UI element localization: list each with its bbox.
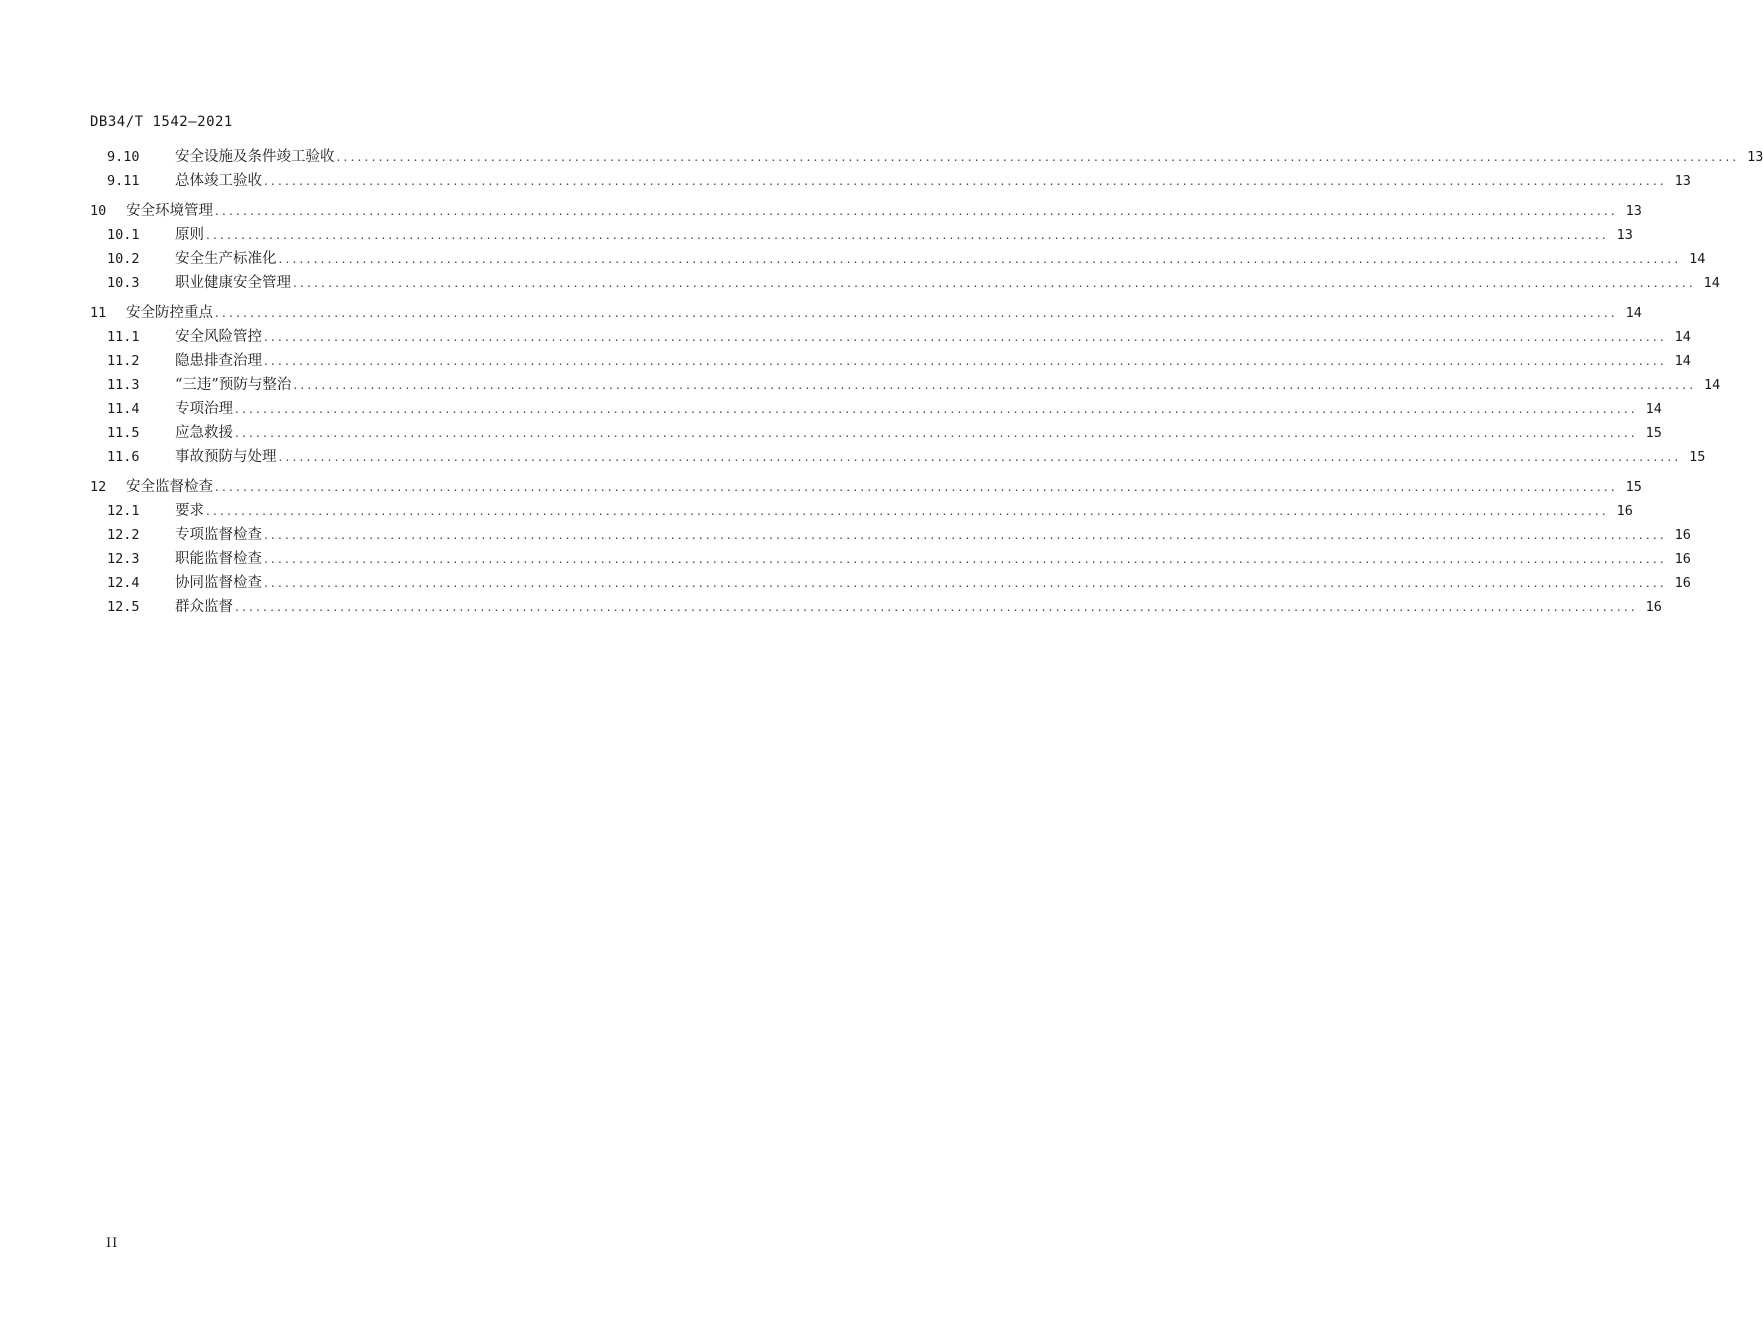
toc-entry-number: 10.2 <box>107 251 140 267</box>
toc-entry-page: 13 <box>1625 203 1642 219</box>
toc-entry-title: 职业健康安全管理 <box>175 275 291 291</box>
toc-section-entry[interactable] <box>90 499 1633 523</box>
toc-entry-number: 12.2 <box>107 527 140 543</box>
toc-section-entry[interactable] <box>90 145 1763 169</box>
toc-entry-page: 13 <box>1674 173 1691 189</box>
toc-leader-dots: ........................................................................................................................................................................................................ <box>235 402 1638 416</box>
toc-section-entry[interactable] <box>90 397 1662 421</box>
toc-entry-number: 11.5 <box>107 425 140 441</box>
toc-entry-number: 11.2 <box>107 353 140 369</box>
toc-entry-page: 13 <box>1616 227 1633 243</box>
toc-section-entry[interactable] <box>90 373 1721 397</box>
toc-entry-page: 16 <box>1674 527 1691 543</box>
toc-leader-dots: ........................................................................................................................................................................................................ <box>235 426 1638 440</box>
toc-leader-dots: ........................................................................................................................................................................................................ <box>278 252 1682 266</box>
toc-entry-page: 15 <box>1645 425 1662 441</box>
toc-entry-page: 14 <box>1625 305 1642 321</box>
toc-entry-number: 11 <box>90 305 107 321</box>
toc-entry-number: 12 <box>90 479 107 495</box>
toc-entry-title: 专项监督检查 <box>175 527 262 543</box>
toc-leader-dots: ........................................................................................................................................................................................................ <box>293 378 1697 392</box>
toc-entry-title: 要求 <box>175 503 204 519</box>
toc-leader-dots: ........................................................................................................................................................................................................ <box>215 480 1618 494</box>
toc-entry-title: 安全风险管控 <box>175 329 262 345</box>
toc-leader-dots: ........................................................................................................................................................................................................ <box>206 228 1609 242</box>
toc-entry-page: 14 <box>1703 377 1721 393</box>
toc-leader-dots: ........................................................................................................................................................................................................ <box>215 306 1618 320</box>
toc-leader-dots: ........................................................................................................................................................................................................ <box>206 504 1609 518</box>
toc-chapter-entry[interactable] <box>90 475 1642 499</box>
toc-leader-dots: ........................................................................................................................................................................................................ <box>215 204 1618 218</box>
toc-leader-dots: ........................................................................................................................................................................................................ <box>235 600 1638 614</box>
toc-section-entry[interactable] <box>90 271 1720 295</box>
toc-section-entry[interactable] <box>90 595 1662 619</box>
toc-entry-number: 12.5 <box>107 599 140 615</box>
toc-entry-title: 隐患排查治理 <box>175 353 262 369</box>
table-of-contents <box>90 145 1763 619</box>
toc-leader-dots: ........................................................................................................................................................................................................ <box>264 576 1667 590</box>
page-number-footer: II <box>106 1236 119 1251</box>
toc-entry-page: 16 <box>1674 575 1691 591</box>
toc-entry-title: 群众监督 <box>175 599 233 615</box>
toc-entry-page: 14 <box>1674 329 1691 345</box>
toc-entry-number: 11.1 <box>107 329 140 345</box>
toc-entry-page: 16 <box>1645 599 1662 615</box>
toc-entry-page: 16 <box>1674 551 1691 567</box>
toc-section-entry[interactable] <box>90 571 1691 595</box>
toc-entry-title: “三违”预防与整治 <box>175 377 292 393</box>
toc-entry-title: 安全设施及条件竣工验收 <box>175 149 335 165</box>
toc-entry-number: 10.1 <box>107 227 140 243</box>
toc-entry-number: 12.1 <box>107 503 140 519</box>
toc-entry-number: 11.4 <box>107 401 140 417</box>
toc-chapter-entry[interactable] <box>90 301 1642 325</box>
toc-entry-number: 9.10 <box>107 149 140 165</box>
toc-entry-title: 职能监督检查 <box>175 551 262 567</box>
toc-entry-number: 9.11 <box>107 173 140 189</box>
toc-leader-dots: ........................................................................................................................................................................................................ <box>293 276 1696 290</box>
toc-entry-number: 12.3 <box>107 551 140 567</box>
toc-entry-page: 16 <box>1616 503 1633 519</box>
toc-leader-dots: ........................................................................................................................................................................................................ <box>264 528 1667 542</box>
toc-leader-dots: ........................................................................................................................................................................................................ <box>278 450 1682 464</box>
toc-entry-title: 安全防控重点 <box>126 305 213 321</box>
toc-leader-dots: ........................................................................................................................................................................................................ <box>264 552 1667 566</box>
toc-section-entry[interactable] <box>90 547 1691 571</box>
toc-section-entry[interactable] <box>90 325 1691 349</box>
toc-leader-dots: ........................................................................................................................................................................................................ <box>336 150 1740 164</box>
toc-entry-title: 事故预防与处理 <box>175 449 277 465</box>
toc-section-entry[interactable] <box>90 349 1691 373</box>
toc-entry-title: 安全生产标准化 <box>175 251 277 267</box>
toc-section-entry[interactable] <box>90 169 1691 193</box>
document-code-header: DB34/T 1542—2021 <box>90 114 233 130</box>
toc-section-entry[interactable] <box>90 247 1706 271</box>
toc-entry-title: 应急救援 <box>175 425 233 441</box>
toc-entry-page: 15 <box>1689 449 1706 465</box>
toc-entry-title: 协同监督检查 <box>175 575 262 591</box>
toc-entry-page: 15 <box>1625 479 1642 495</box>
toc-entry-number: 11.3 <box>107 377 140 393</box>
toc-section-entry[interactable] <box>90 223 1633 247</box>
toc-entry-page: 14 <box>1703 275 1720 291</box>
toc-entry-number: 10 <box>90 203 107 219</box>
toc-entry-number: 12.4 <box>107 575 140 591</box>
toc-chapter-entry[interactable] <box>90 199 1642 223</box>
toc-entry-title: 原则 <box>175 227 204 243</box>
toc-leader-dots: ........................................................................................................................................................................................................ <box>264 354 1667 368</box>
toc-entry-title: 总体竣工验收 <box>175 173 262 189</box>
toc-section-entry[interactable] <box>90 421 1662 445</box>
toc-entry-page: 14 <box>1645 401 1662 417</box>
toc-leader-dots: ........................................................................................................................................................................................................ <box>264 330 1667 344</box>
toc-entry-page: 14 <box>1689 251 1706 267</box>
toc-entry-title: 专项治理 <box>175 401 233 417</box>
toc-section-entry[interactable] <box>90 445 1706 469</box>
toc-entry-number: 11.6 <box>107 449 140 465</box>
toc-section-entry[interactable] <box>90 523 1691 547</box>
toc-entry-number: 10.3 <box>107 275 140 291</box>
toc-entry-page: 13 <box>1747 149 1763 165</box>
toc-entry-title: 安全环境管理 <box>126 203 213 219</box>
toc-leader-dots: ........................................................................................................................................................................................................ <box>264 174 1667 188</box>
toc-entry-title: 安全监督检查 <box>126 479 213 495</box>
toc-entry-page: 14 <box>1674 353 1691 369</box>
